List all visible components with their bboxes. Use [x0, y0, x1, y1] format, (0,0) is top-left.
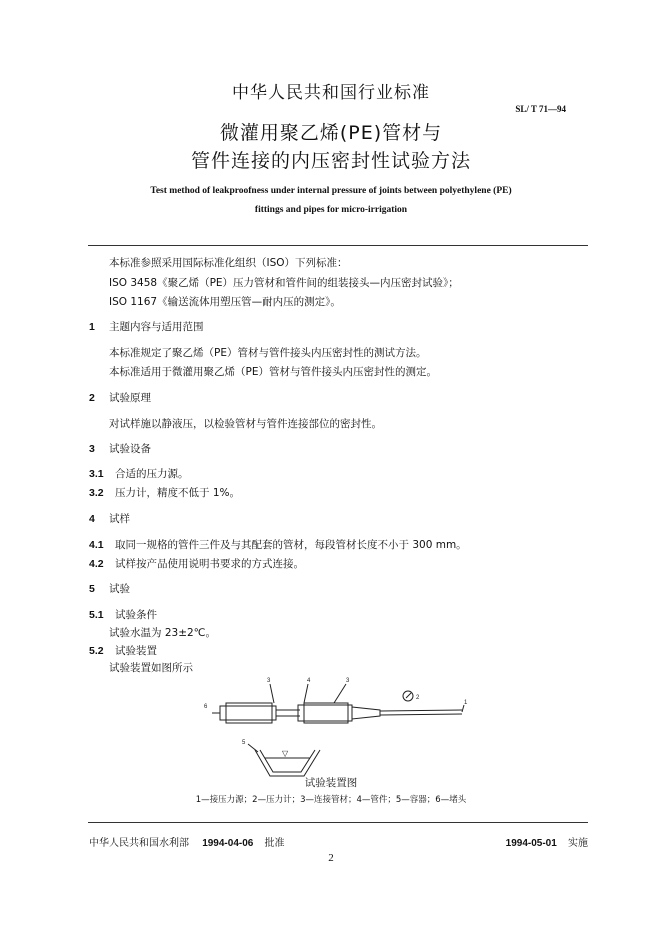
figure-legend: 1—接压力源；2—压力计；3—连接管材；4—管件；5—容器；6—堵头 — [195, 795, 467, 805]
clause-3-2 — [89, 485, 240, 500]
section-1-para2: 本标准适用于微灌用聚乙烯（PE）管材与管件接头内压密封性的测定。 — [109, 366, 437, 378]
issuing-authority: 中华人民共和国水利部 — [89, 838, 189, 849]
end-cap-body — [220, 706, 276, 720]
section-2-heading — [89, 390, 151, 405]
test-apparatus-figure — [200, 672, 480, 782]
clause-number: 4.2 — [89, 558, 104, 570]
fitting-sleeve-right — [304, 703, 348, 723]
issuing-standard-heading: 中华人民共和国行业标准 — [232, 83, 430, 103]
approval-label: 批准 — [264, 838, 285, 849]
intro-line1: 本标准参照采用国际标准化组织（ISO）下列标准： — [109, 257, 348, 269]
section-5-heading — [89, 581, 130, 596]
section-title: 试验 — [109, 583, 130, 595]
header-divider — [88, 245, 588, 246]
pressure-line-top — [380, 710, 462, 711]
footer-implementation — [506, 834, 588, 849]
leader-1 — [462, 705, 464, 712]
leader-4 — [304, 684, 308, 703]
clause-number: 3.1 — [89, 468, 104, 480]
intro-line3: ISO 1167《输送流体用塑压管—耐内压的测定》。 — [109, 296, 341, 308]
section-4-heading — [89, 511, 130, 526]
clause-text: 试样按产品使用说明书要求的方式连接。 — [115, 558, 304, 570]
section-number: 5 — [89, 583, 95, 595]
clause-text: 试验装置 — [115, 645, 157, 657]
clause-text: 试验条件 — [115, 609, 157, 621]
tapered-connector — [352, 707, 380, 719]
title-en-line2: fittings and pipes for micro-irrigation — [254, 205, 408, 215]
clause-4-1 — [89, 537, 467, 552]
leader-3b — [334, 684, 346, 703]
clause-text: 压力计，精度不低于 1%。 — [115, 487, 240, 499]
clause-5-2 — [89, 643, 157, 658]
title-cn-line2: 管件连接的内压密封性试验方法 — [190, 150, 471, 172]
clause-number: 5.2 — [89, 645, 104, 657]
label-1: 1 — [464, 700, 468, 706]
section-2-para1: 对试样施以静液压，以检验管材与管件连接部位的密封性。 — [109, 418, 382, 430]
title-cn-line1: 微灌用聚乙烯(PE)管材与 — [219, 122, 443, 144]
clause-5-1-detail: 试验水温为 23±2℃。 — [109, 627, 216, 639]
label-2: 2 — [416, 695, 420, 701]
clause-text: 取同一规格的管件三件及与其配套的管材，每段管材长度不小于 300 mm。 — [115, 539, 467, 551]
section-number: 4 — [89, 513, 95, 525]
footer-divider — [88, 822, 588, 823]
clause-5-1 — [89, 607, 157, 622]
clause-number: 4.1 — [89, 539, 104, 551]
label-3a: 3 — [267, 678, 271, 684]
clause-number: 5.1 — [89, 609, 104, 621]
implementation-date: 1994-05-01 — [505, 838, 557, 849]
pressure-gauge-needle — [406, 693, 411, 698]
label-3b: 3 — [346, 678, 350, 684]
section-number: 1 — [89, 321, 95, 333]
label-4: 4 — [307, 678, 311, 684]
section-title: 主题内容与适用范围 — [109, 321, 204, 333]
intro-line2: ISO 3458《聚乙烯（PE）压力管材和管件间的组装接头—内压密封试验》； — [109, 277, 459, 289]
approval-date: 1994-04-06 — [202, 838, 254, 849]
section-title: 试验设备 — [109, 443, 151, 455]
fitting-body — [298, 705, 352, 721]
water-level-symbol: ▽ — [282, 749, 289, 758]
clause-4-2 — [89, 556, 304, 571]
standard-code: SL/ T 71—94 — [515, 104, 566, 114]
leader-5 — [248, 744, 258, 752]
section-3-heading — [89, 441, 151, 456]
clause-number: 3.2 — [89, 487, 104, 499]
page-number: 2 — [328, 852, 334, 864]
label-5: 5 — [242, 740, 246, 746]
section-number: 3 — [89, 443, 95, 455]
section-1-heading — [89, 319, 204, 334]
clause-3-1 — [89, 466, 189, 481]
label-6: 6 — [204, 704, 208, 710]
clause-text: 合适的压力源。 — [115, 468, 189, 480]
section-number: 2 — [89, 392, 95, 404]
leader-3a — [270, 684, 274, 703]
figure-caption: 试验装置图 — [304, 777, 358, 789]
pressure-line-bottom — [380, 714, 462, 715]
section-1-para1: 本标准规定了聚乙烯（PE）管材与管件接头内压密封性的测试方法。 — [109, 347, 427, 359]
section-title: 试样 — [109, 513, 130, 525]
clause-5-2-detail: 试验装置如图所示 — [109, 662, 193, 674]
title-en-line1: Test method of leakproofness under internal pressure of joints between polyethylene (PE) — [150, 186, 512, 196]
implementation-label: 实施 — [568, 838, 588, 849]
footer-approval — [89, 834, 285, 849]
section-title: 试验原理 — [109, 392, 151, 404]
